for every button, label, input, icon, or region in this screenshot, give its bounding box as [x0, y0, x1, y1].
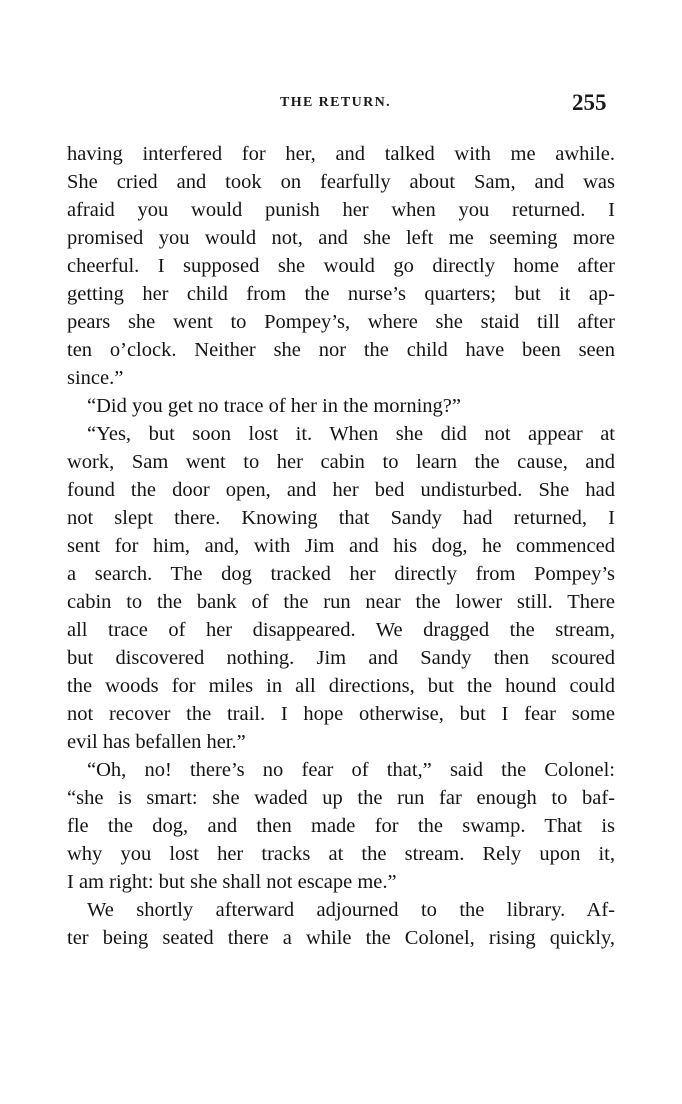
text-line: work, Sam went to her cabin to learn the cause, and	[67, 451, 615, 473]
text-line: ten o’clock. Neither she nor the child have been seen	[67, 339, 615, 361]
text-line: the woods for miles in all directions, but the hound could	[67, 675, 615, 697]
text-line: not recover the trail. I hope otherwise, but I fear some	[67, 703, 615, 725]
text-line: getting her child from the nurse’s quarters; but it ap-	[67, 283, 615, 305]
text-line: afraid you would punish her when you returned. I	[67, 199, 615, 221]
text-line: cabin to the bank of the run near the lower still. There	[67, 591, 615, 613]
text-line: not slept there. Knowing that Sandy had returned, I	[67, 507, 615, 529]
text-line: sent for him, and, with Jim and his dog, he commenced	[67, 535, 615, 557]
text-line: evil has befallen her.”	[67, 731, 246, 753]
text-line: “Did you get no trace of her in the morning?”	[87, 395, 461, 417]
text-line: “Oh, no! there’s no fear of that,” said the Colonel:	[87, 759, 615, 781]
body-text	[67, 140, 615, 952]
text-line: having interfered for her, and talked with me awhile.	[67, 143, 615, 165]
text-line: since.”	[67, 367, 124, 389]
text-line: all trace of her disappeared. We dragged the stream,	[67, 619, 615, 641]
text-line: pears she went to Pompey’s, where she staid till after	[67, 311, 615, 333]
text-line: “Yes, but soon lost it. When she did not appear at	[87, 423, 615, 445]
page-number: 255	[572, 90, 607, 115]
text-line: promised you would not, and she left me seeming more	[67, 227, 615, 249]
running-title: THE RETURN.	[280, 95, 392, 110]
text-line: why you lost her tracks at the stream. Rely upon it,	[67, 843, 615, 865]
text-line: I am right: but she shall not escape me.”	[67, 871, 397, 893]
text-line: fle the dog, and then made for the swamp. That is	[67, 815, 615, 837]
text-line: but discovered nothing. Jim and Sandy then scoured	[67, 647, 615, 669]
text-line: found the door open, and her bed undisturbed. She had	[67, 479, 615, 501]
text-line: She cried and took on fearfully about Sam, and was	[67, 171, 615, 193]
text-line: We shortly afterward adjourned to the library. Af-	[87, 899, 615, 921]
text-line: cheerful. I supposed she would go directly home after	[67, 255, 615, 277]
running-head	[0, 90, 682, 120]
text-line: “she is smart: she waded up the run far enough to baf-	[67, 787, 615, 809]
text-line: a search. The dog tracked her directly from Pompey’s	[67, 563, 615, 585]
text-line: ter being seated there a while the Colonel, rising quickly,	[67, 927, 615, 949]
